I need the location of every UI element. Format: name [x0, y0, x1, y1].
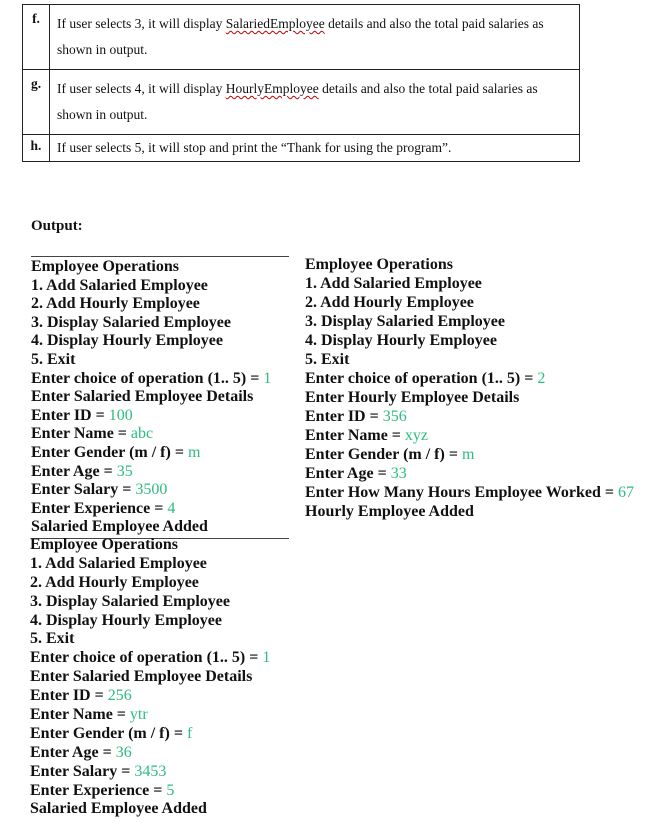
choice-line — [305, 369, 663, 388]
input-line — [305, 407, 663, 426]
choice-line — [31, 370, 289, 389]
input-label: Enter Salary = — [31, 481, 136, 499]
input-label: Enter Salary = — [30, 762, 135, 780]
requirement-text-part: If user selects 4, it will display — [57, 81, 226, 96]
menu-item: 5. Exit — [31, 350, 76, 368]
input-label: Enter Experience = — [31, 499, 168, 517]
menu-item: 1. Add Salaried Employee — [30, 554, 207, 572]
details-heading: Enter Salaried Employee Details — [30, 668, 253, 686]
input-value: 256 — [107, 687, 132, 705]
choice-prompt: Enter choice of operation (1.. 5) = — [30, 649, 263, 667]
input-label: Enter Age = — [305, 465, 391, 482]
menu-title: Employee Operations — [30, 536, 178, 553]
class-name-term: SalariedEmployee — [225, 16, 325, 31]
choice-prompt: Enter choice of operation (1.. 5) = — [31, 369, 264, 387]
input-value: m — [187, 443, 201, 461]
input-line — [31, 500, 289, 519]
input-line — [31, 481, 289, 500]
console-output-2 — [305, 255, 663, 521]
input-value: 33 — [390, 465, 407, 482]
input-value: ytr — [129, 706, 148, 724]
input-line — [30, 706, 300, 725]
class-name-term: HourlyEmployee — [225, 81, 319, 96]
requirement-text-part: If user selects 3, it will display — [57, 16, 226, 31]
menu-title: Employee Operations — [31, 258, 179, 275]
input-line — [31, 407, 289, 426]
input-label: Enter Name = — [31, 425, 131, 443]
input-line — [30, 763, 300, 782]
input-line — [31, 425, 289, 444]
input-label: Enter Experience = — [30, 781, 167, 799]
result-line: Salaried Employee Added — [31, 518, 208, 536]
input-line — [31, 463, 289, 482]
requirement-text: If user selects 5, it will stop and print the “Thank for using the program”. — [50, 135, 580, 162]
input-label: Enter ID = — [30, 687, 108, 705]
choice-prompt: Enter choice of operation (1.. 5) = — [305, 370, 538, 387]
input-value: 67 — [617, 484, 634, 501]
input-value: 4 — [167, 499, 176, 517]
input-label: Enter Age = — [31, 462, 117, 480]
requirement-text-part: details and also the total paid salaries as shown in output. — [57, 81, 538, 122]
output-heading: Output: — [31, 218, 83, 234]
menu-item: 5. Exit — [305, 351, 350, 368]
menu-title: Employee Operations — [305, 256, 453, 273]
console-output-1 — [31, 256, 289, 539]
requirement-row-g — [23, 70, 580, 135]
input-line — [30, 687, 300, 706]
input-label: Enter Gender (m / f) = — [305, 446, 462, 463]
input-label: Enter Gender (m / f) = — [31, 443, 188, 461]
menu-item: 1. Add Salaried Employee — [31, 276, 208, 294]
result-line: Hourly Employee Added — [305, 503, 474, 520]
input-value: 100 — [108, 406, 133, 424]
input-label: Enter Name = — [30, 706, 130, 724]
requirement-text — [50, 70, 580, 135]
input-label: Enter Gender (m / f) = — [30, 724, 187, 742]
menu-item: 4. Display Hourly Employee — [31, 332, 224, 350]
input-value: f — [186, 724, 193, 742]
menu-item: 2. Add Hourly Employee — [305, 294, 474, 311]
details-heading: Enter Hourly Employee Details — [305, 389, 520, 406]
menu-item: 4. Display Hourly Employee — [30, 611, 223, 629]
input-value: m — [461, 446, 475, 463]
choice-value: 2 — [537, 370, 546, 387]
input-value: 3500 — [135, 481, 168, 499]
requirement-text-part: details and also the total paid salaries as shown in output. — [57, 16, 544, 57]
input-line — [305, 426, 663, 445]
input-line — [305, 483, 663, 502]
input-line — [30, 744, 300, 763]
menu-item: 5. Exit — [30, 630, 75, 648]
choice-value: 1 — [263, 369, 272, 387]
console-output-3 — [30, 536, 300, 819]
input-label: Enter Name = — [305, 427, 405, 444]
menu-item: 1. Add Salaried Employee — [305, 275, 482, 292]
input-value: 36 — [115, 743, 132, 761]
choice-value: 1 — [262, 649, 271, 667]
input-value: xyz — [404, 427, 429, 444]
requirements-table — [22, 4, 580, 162]
menu-item: 3. Display Salaried Employee — [305, 313, 506, 330]
menu-item: 3. Display Salaried Employee — [30, 592, 231, 610]
details-heading: Enter Salaried Employee Details — [31, 388, 254, 406]
input-value: 356 — [382, 408, 407, 425]
requirement-letter: h. — [23, 135, 50, 162]
input-label: Enter ID = — [31, 406, 109, 424]
input-value: abc — [130, 425, 154, 443]
requirement-letter: f. — [23, 5, 50, 70]
menu-item: 4. Display Hourly Employee — [305, 332, 498, 349]
input-label: Enter Age = — [30, 743, 116, 761]
menu-item: 2. Add Hourly Employee — [31, 295, 200, 313]
input-line — [305, 464, 663, 483]
menu-item: 2. Add Hourly Employee — [30, 573, 199, 591]
input-line — [31, 444, 289, 463]
input-line — [30, 725, 300, 744]
input-value: 35 — [116, 462, 133, 480]
requirement-row-f — [23, 5, 580, 70]
choice-line — [30, 649, 300, 668]
requirement-letter: g. — [23, 70, 50, 135]
input-value: 3453 — [134, 762, 167, 780]
requirement-text — [50, 5, 580, 70]
input-label: Enter ID = — [305, 408, 383, 425]
menu-item: 3. Display Salaried Employee — [31, 313, 232, 331]
requirement-row-h — [23, 135, 580, 162]
input-line — [305, 445, 663, 464]
input-label: Enter How Many Hours Employee Worked = — [305, 484, 618, 501]
result-line: Salaried Employee Added — [30, 800, 207, 818]
input-line — [30, 782, 300, 801]
input-value: 5 — [166, 781, 175, 799]
